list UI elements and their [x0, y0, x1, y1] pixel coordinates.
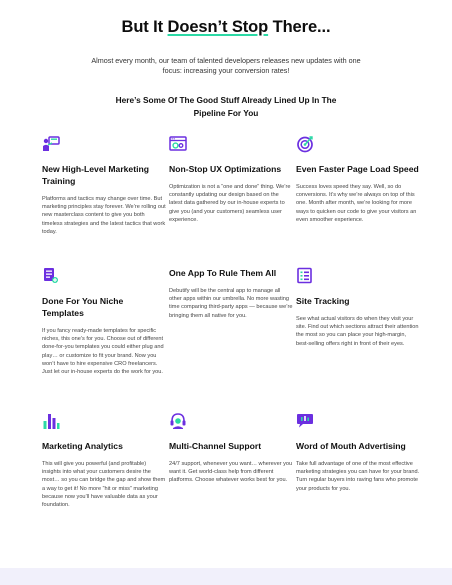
feature-card-niche-templates	[42, 267, 166, 376]
bar-chart-icon	[42, 412, 60, 430]
feature-card-page-load-speed	[296, 135, 420, 224]
feature-card-multichannel-support	[169, 412, 293, 485]
feature-description: Debutify will be the central app to manage all other apps within our umbrella. No more wasting time comparing third-party apps — because we’re bringing them all native for you.	[169, 288, 293, 319]
title-text-end: There...	[268, 18, 331, 36]
title-highlight: Doesn’t Stop	[167, 18, 269, 36]
feature-card-marketing-analytics	[42, 412, 166, 509]
feature-title: Even Faster Page Load Speed	[296, 164, 419, 174]
feature-title: Non-Stop UX Optimizations	[169, 164, 282, 174]
title-text-start: But It	[121, 18, 168, 36]
section-heading: Here’s Some Of The Good Stuff Already Lined Up In The Pipeline For You	[115, 95, 337, 118]
document-template-icon	[42, 267, 60, 285]
feature-description: Take full advantage of one of the most effective marketing strategies you can have for your brand. Turn regular buyers into raving fans who promote your products for you.	[296, 461, 420, 492]
feature-title: New High-Level Marketing Training	[42, 164, 149, 186]
feature-title: Done For You Niche Templates	[42, 296, 124, 318]
feature-title: Marketing Analytics	[42, 441, 123, 451]
presenter-training-icon	[42, 135, 60, 153]
page-title	[0, 18, 452, 37]
feature-card-marketing-training	[42, 135, 166, 236]
feature-description: Success loves speed they say. Well, so do conversions. It’s why we’re always on top of this one. Month after month, we’re looking for more ways to quicken our code to give your visitors an even smoother experience.	[296, 184, 417, 223]
feature-card-ux-optimizations	[169, 135, 293, 224]
feature-card-one-app	[169, 267, 293, 320]
feature-description: If you fancy ready-made templates for specific niches, this one’s for you. Choose out of different done-for-you templates you could either plug and play… or customize to fit your brand. Now you won’t have to hire expensive CRO freelancers. Just let our in-house experts do the work for you.	[42, 328, 164, 376]
page-subtitle: Almost every month, our team of talented developers releases new updates with one focus: increasing your conversion rates!	[91, 56, 361, 75]
feature-card-word-of-mouth	[296, 412, 420, 493]
feature-title: One App To Rule Them All	[169, 268, 277, 278]
feature-description: Optimization is not a “one and done” thing. We’re constantly updating our design based on the latest data gathered by our in-house experts to give you (and your customers) seamless user experience.	[169, 184, 291, 223]
speed-target-icon	[296, 135, 314, 153]
tracking-list-icon	[296, 267, 314, 285]
feature-title: Site Tracking	[296, 296, 350, 306]
footer-band	[0, 568, 452, 585]
chat-bubble-icon	[296, 412, 314, 430]
feature-description: This will give you powerful (and profitable) insights into what your customers desire the most… so you can bridge the gap and show them a way to get it! No more “hit or miss” marketing because now you’ll have valuable data as your foundation.	[42, 461, 166, 509]
feature-description: 24/7 support, whenever you want… wherever you want it. Get world-class help from different platforms. Choose whatever works best for you.	[169, 461, 293, 484]
browser-settings-icon	[169, 135, 187, 153]
feature-title: Multi-Channel Support	[169, 441, 262, 451]
feature-title: Word of Mouth Advertising	[296, 441, 406, 451]
headset-support-icon	[169, 412, 187, 430]
feature-card-site-tracking	[296, 267, 420, 348]
feature-description: Platforms and tactics may change over time. But marketing principles stay forever. We’re rolling out new masterclass content to give you both timeless strategies and the latest tactics that work today.	[42, 196, 166, 235]
feature-description: See what actual visitors do when they visit your site. Find out which sections attract their attention the most so you can place your high-margin, best-selling offers right in front of their eyes.	[296, 316, 419, 347]
